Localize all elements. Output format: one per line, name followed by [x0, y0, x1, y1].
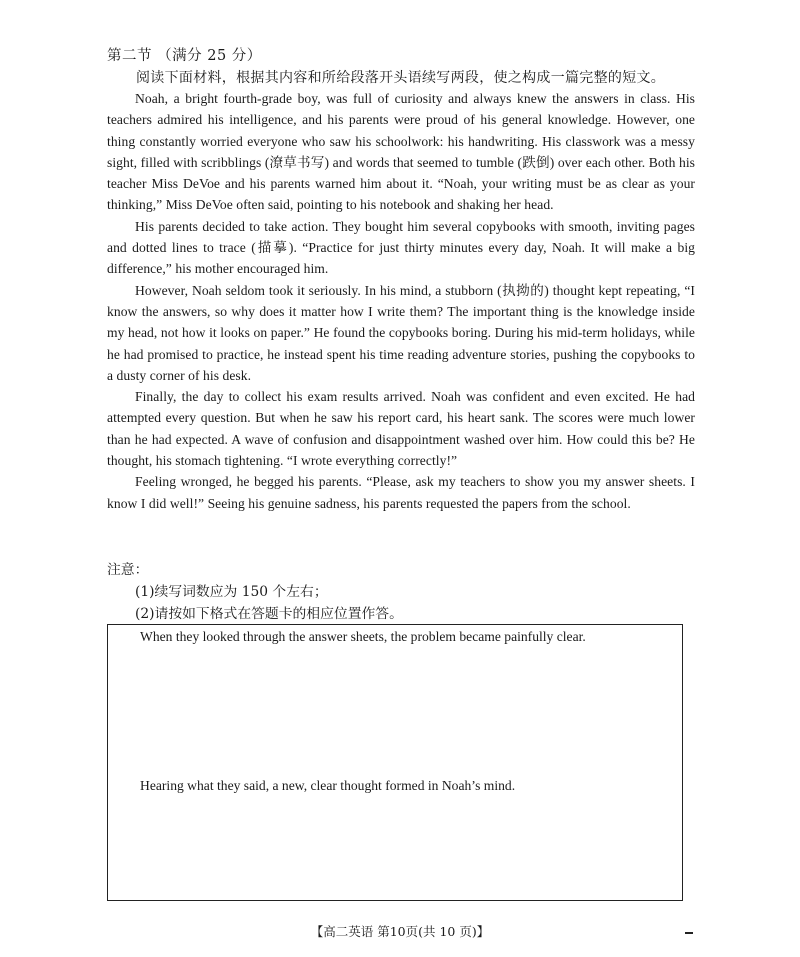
section-heading: 第二节 （满分 25 分） [107, 48, 262, 64]
passage-paragraph: His parents decided to take action. They bought him several copybooks with smooth, inviting pages and dotted lines to trace (描摹). “Practice for just thirty minutes every day, Noah. It will make a big difference,” his mother encouraged him. [107, 218, 695, 277]
note-item-word-count: (1)续写词数应为 150 个左右； [135, 584, 328, 600]
passage-paragraph: Noah, a bright fourth-grade boy, was full of curiosity and always knew the answers in class. His teachers admired his intelligence, and his parents were proud of his general knowledge. However, one thing constantly worried everyone who saw his schoolwork: his handwriting. His classwork was a messy sight, filled with scribblings (潦草书写) and words that seemed to tumble (跌倒) over each other. Both his teacher Miss DeVoe and his parents warned him about it. “Noah, your writing must be as clear as your thinking,” Miss DeVoe often said, pointing to his notebook and shaking her head. [107, 91, 695, 213]
passage-paragraph: Finally, the day to collect his exam results arrived. Noah was confident and even excited. He had attempted every question. But when he saw his report card, his heart sank. The scores were much lower than he had expected. A wave of confusion and disappointment washed over him. How could this be? He thought, his stomach tightening. “I wrote everything correctly!” [107, 389, 695, 469]
passage-paragraph: However, Noah seldom took it seriously. In his mind, a stubborn (执拗的) thought kept repeating, “I know the answers, so why does it matter how I write them? The important thing is the knowledge inside my head, not how it looks on paper.” He found the copybooks boring. During his mid-term holidays, while he had promised to practice, he instead spent his time reading adventure stories, pushing the copybooks to a dusty corner of his desk. [107, 282, 695, 383]
reading-passage [107, 88, 695, 514]
corner-mark [685, 932, 693, 934]
note-item-format: (2)请按如下格式在答题卡的相应位置作答。 [135, 606, 403, 622]
answer-box [107, 624, 683, 901]
paragraph2-opening: Hearing what they said, a new, clear thought formed in Noah’s mind. [140, 778, 516, 793]
page-footer: 【高二英语 第10页(共 10 页)】 [310, 924, 490, 939]
paragraph1-opening: When they looked through the answer sheets, the problem became painfully clear. [140, 629, 586, 644]
section-instruction: 阅读下面材料，根据其内容和所给段落开头语续写两段，使之构成一篇完整的短文。 [136, 70, 666, 86]
notes-label: 注意： [107, 562, 149, 578]
notes-section [107, 559, 403, 625]
passage-paragraph: Feeling wronged, he begged his parents. “Please, ask my teachers to show you my answer sheets. I know I did well!” Seeing his genuine sadness, his parents requested the papers from the school. [107, 474, 695, 511]
